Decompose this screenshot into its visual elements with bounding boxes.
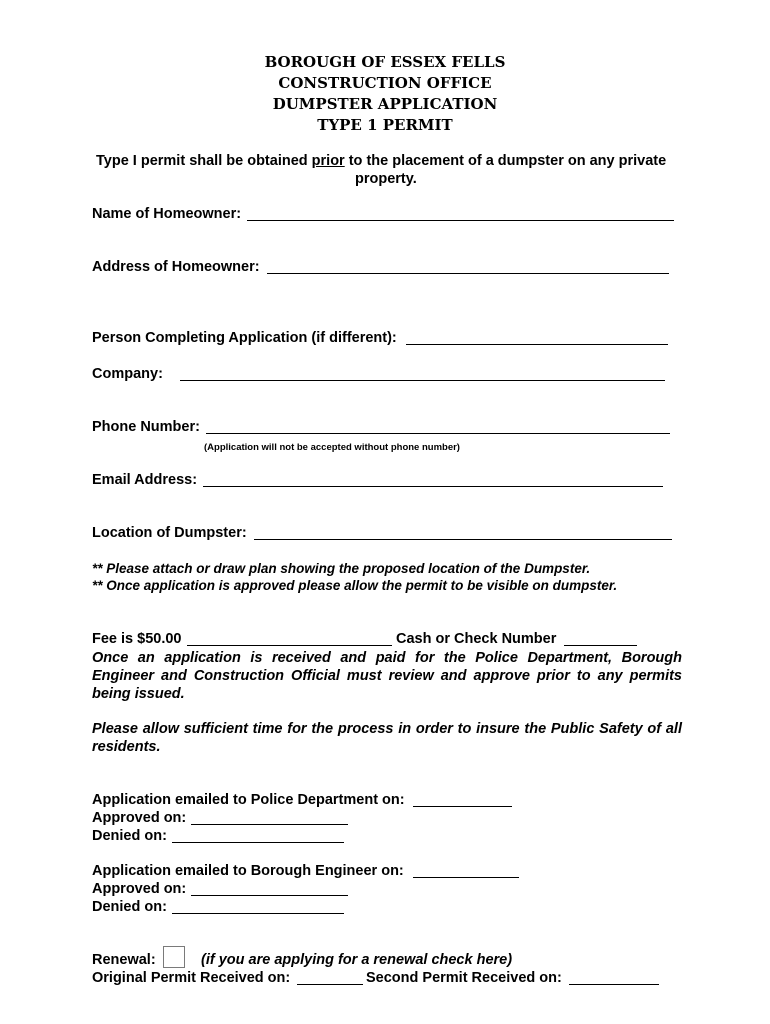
intro-text <box>96 152 666 170</box>
location-field[interactable] <box>254 539 672 540</box>
original-permit-field[interactable] <box>297 984 363 985</box>
intro-text-line2: property. <box>355 171 417 187</box>
intro-after: to the placement of a dumpster on any private <box>344 153 667 169</box>
intro-emphasis: prior <box>311 153 345 169</box>
review-text: Once an application is received and paid for the Police Department, Borough Engineer and Construction Official must review and approve prior to any permits being issued. <box>92 650 682 702</box>
phone-field[interactable] <box>206 433 670 434</box>
engineer-emailed-label: Application emailed to Borough Engineer on: <box>92 863 404 879</box>
police-denied-field[interactable] <box>172 842 344 843</box>
police-approved-field[interactable] <box>191 824 348 825</box>
homeowner-address-label: Address of Homeowner: <box>92 259 260 275</box>
email-label: Email Address: <box>92 472 198 488</box>
homeowner-name-field[interactable] <box>247 220 674 221</box>
person-completing-label: Person Completing Application (if different): <box>92 330 397 346</box>
police-emailed-field[interactable] <box>413 806 512 807</box>
email-field[interactable] <box>203 486 663 487</box>
engineer-denied-field[interactable] <box>172 913 344 914</box>
visibility-note: ** Once application is approved please allow the permit to be visible on dumpster. <box>92 578 618 593</box>
police-approved-label: Approved on: <box>92 810 187 826</box>
phone-note: (Application will not be accepted without phone number) <box>204 442 460 453</box>
check-number-field[interactable] <box>564 645 637 646</box>
homeowner-address-field[interactable] <box>267 273 669 274</box>
renewal-checkbox[interactable] <box>163 946 185 968</box>
renewal-label: Renewal: <box>92 952 156 968</box>
company-field[interactable] <box>180 380 665 381</box>
application-title: DUMPSTER APPLICATION <box>272 95 498 113</box>
public-safety-text: Please allow sufficient time for the process in order to insure the Public Safety of all residents. <box>92 721 682 755</box>
plan-note: ** Please attach or draw plan showing the proposed location of the Dumpster. <box>92 561 591 576</box>
cash-check-label: Cash or Check Number <box>396 631 557 647</box>
borough-title: BOROUGH OF ESSEX FELLS <box>264 53 506 71</box>
engineer-emailed-field[interactable] <box>413 877 519 878</box>
office-title: CONSTRUCTION OFFICE <box>278 74 492 92</box>
engineer-approved-field[interactable] <box>191 895 348 896</box>
phone-label: Phone Number: <box>92 419 200 435</box>
company-label: Company: <box>92 366 163 382</box>
fee-label: Fee is $50.00 <box>92 631 182 647</box>
renewal-hint: (if you are applying for a renewal check here) <box>201 952 513 968</box>
second-permit-label: Second Permit Received on: <box>366 970 562 986</box>
second-permit-field[interactable] <box>569 984 659 985</box>
permit-type-title: TYPE 1 PERMIT <box>317 116 453 134</box>
homeowner-name-label: Name of Homeowner: <box>92 206 242 222</box>
engineer-denied-label: Denied on: <box>92 899 167 915</box>
intro-before: Type I permit shall be obtained <box>96 153 312 169</box>
police-denied-label: Denied on: <box>92 828 167 844</box>
location-label: Location of Dumpster: <box>92 525 247 541</box>
person-completing-field[interactable] <box>406 344 668 345</box>
original-permit-label: Original Permit Received on: <box>92 970 291 986</box>
fee-field[interactable] <box>187 645 392 646</box>
engineer-approved-label: Approved on: <box>92 881 187 897</box>
police-emailed-label: Application emailed to Police Department on: <box>92 792 405 808</box>
